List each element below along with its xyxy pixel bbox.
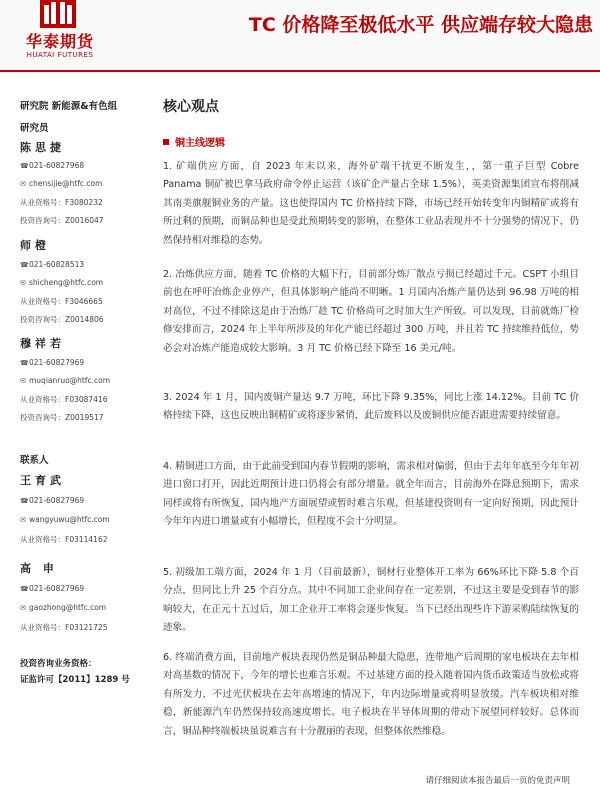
phone-icon: ☎ <box>20 497 29 505</box>
paragraph: 1. 矿端供应方面，自 2023 年末以来，海外矿端干扰更不断发生，，第一重子巨型 Cobre Panama 铜矿被巴拿马政府命令停止运营（该矿企产量占全球 1.5%），英美资源集团宣布将削减其南美旗舰铜业务的产量。这也使得国内 TC 价格持续下降，市场已经开始转变年内铜精矿或将有所过剩的预期，而铜品种也是受此预期转变的影响，在整体工业品表现并不十分强势的情况下，仍然保持相对维稳的态势。 <box>163 161 579 246</box>
phone-icon: ☎ <box>20 359 29 367</box>
section-heading: 核心观点 <box>163 99 219 115</box>
researcher-consult-id: 投资咨询号：Z0014806 <box>20 315 104 324</box>
researcher-consult-id: 投资咨询号：Z0016047 <box>20 216 104 225</box>
researcher-phone: 021-60827969 <box>29 358 85 367</box>
paragraph: 2. 冶炼供应方面，随着 TC 价格的大幅下行，目前部分炼厂散点亏损已经超过千元。CSPT 小组目前也在呼吁冶炼企业停产，但具体影响产能尚不明晰。1 月国内冶炼产量仍达到 96.98 万吨的相对高位，不过不排除这是由于冶炼厂趁 TC 价格尚可之时加大生产所致。可以发现，目前就炼厂检修安排而言，2024 年上半年所涉及的年化产能已经超过 300 万吨，并且若 TC 持续维持低位，势必会对冶炼产能造成较大影响。3 月 TC 价格已经下降至 16 美元/吨。 <box>163 269 579 354</box>
phone-icon: ☎ <box>20 162 29 170</box>
paragraph: 6. 终端消费方面，目前地产板块表现仍然是铜品种最大隐患，连带地产后周期的家电板块在去年相对高基数的情况下，今年的增长也难言乐观。不过基建方面的投入随着国内货币政策适当放松或将有所发力，不过光伏板块在去年高增速的情况下，年内边际增量或将明显放缓。汽车板块相对维稳，新能源汽车仍然保持较高速度增长。电子板块在半导体周期的带动下展望同样较好。总体而言，铜品种终端板块虽说难言有十分靓丽的表现，但整体依然维稳。 <box>163 652 579 737</box>
report-title: TC 价格降至极低水平 供应端存较大隐患 <box>248 14 593 36</box>
researcher-phone: 021-60827968 <box>29 161 85 170</box>
paragraph: 4. 精铜进口方面，由于此前受到国内春节假期的影响，需求相对偏弱，但由于去年年底至今年年初进口窗口打开，因此近期预计进口仍将会有部分增量。就全年而言，目前海外在降息预期下，需求同样或将有所恢复，国内地产方面展望或暂时难言乐观，但基建投资则有一定向好预期，因此预计今年年内进口增量或有小幅增长，但程度不会十分明显。 <box>163 461 579 528</box>
logo-name: 华泰期货 <box>25 32 94 51</box>
email-icon: ✉ <box>20 180 26 188</box>
contact-name: 高 申 <box>20 562 58 575</box>
contact-email[interactable]: wangyuwu@htfc.com <box>29 515 110 524</box>
researcher-phone: 021-60828513 <box>29 260 85 269</box>
email-icon: ✉ <box>20 279 26 287</box>
researcher-name: 陈思捷 <box>20 141 65 154</box>
company-logo <box>14 0 106 66</box>
paragraph: 5. 初级加工端方面，2024 年 1 月（目前最新），铜材行业整体开工率为 66%环比下降 5.8 个百分点，但同比上升 25 个百分点。其中不同加工企业间存在一定差别，不过这主要是受到春节的影响较大，在正元十五过后，加工企业开工率将会逐步恢复。当下已经出现些许下游采购陆续恢复的迹象。 <box>163 567 579 634</box>
contact-phone: 021-60827969 <box>29 496 85 505</box>
researcher-qualification: 从业资格号：F03087416 <box>20 395 108 404</box>
contact-qualification: 从业资格号：F03114162 <box>20 535 108 544</box>
paragraph: 3. 2024 年 1 月，国内废铜产量达 9.7 万吨，环比下降 9.35%，同比上涨 14.12%。目前 TC 价格持续下降，这也反映出铜精矿或将逐步紧俏，此后废料以及废铜供应能否跟进需要持续留意。 <box>163 392 579 422</box>
researcher-name: 穆祥若 <box>20 337 65 350</box>
header-divider <box>0 70 600 72</box>
email-icon: ✉ <box>20 377 26 385</box>
contacts-label: 联系人 <box>20 455 49 466</box>
subsection-heading <box>163 134 225 149</box>
disclaimer-note: 请仔细阅读本报告最后一页的免责声明 <box>425 776 570 786</box>
contact-email[interactable]: gaozhong@htfc.com <box>29 603 107 612</box>
researchers-label: 研究员 <box>20 123 49 134</box>
contact-name: 王育武 <box>20 474 65 487</box>
logo-mark-icon <box>40 0 76 28</box>
researcher-qualification: 从业资格号：F3080232 <box>20 198 103 207</box>
researcher-consult-id: 投资咨询号：Z0019517 <box>20 413 104 422</box>
contact-qualification: 从业资格号：F03121725 <box>20 623 108 632</box>
researcher-email[interactable]: muqianruo@htfc.com <box>29 376 111 385</box>
phone-icon: ☎ <box>20 585 29 593</box>
contact-phone: 021-60827969 <box>29 584 85 593</box>
square-bullet-icon <box>163 139 169 145</box>
researcher-email[interactable]: shicheng@htfc.com <box>29 278 104 287</box>
researcher-name: 师橙 <box>20 239 50 252</box>
subsection-heading-text: 铜主线逻辑 <box>175 138 225 149</box>
license-label: 投资咨询业务资格： <box>20 659 97 669</box>
license-value: 证监许可【2011】1289 号 <box>20 675 130 685</box>
logo-subtitle: HUATAI FUTURES <box>26 51 94 59</box>
researcher-qualification: 从业资格号：F3046665 <box>20 297 103 306</box>
page-header <box>0 0 600 70</box>
email-icon: ✉ <box>20 516 26 524</box>
phone-icon: ☎ <box>20 261 29 269</box>
email-icon: ✉ <box>20 604 26 612</box>
researcher-email[interactable]: chensijie@htfc.com <box>29 179 103 188</box>
license-block <box>20 656 150 688</box>
department-label: 研究院 新能源&有色组 <box>20 101 118 112</box>
